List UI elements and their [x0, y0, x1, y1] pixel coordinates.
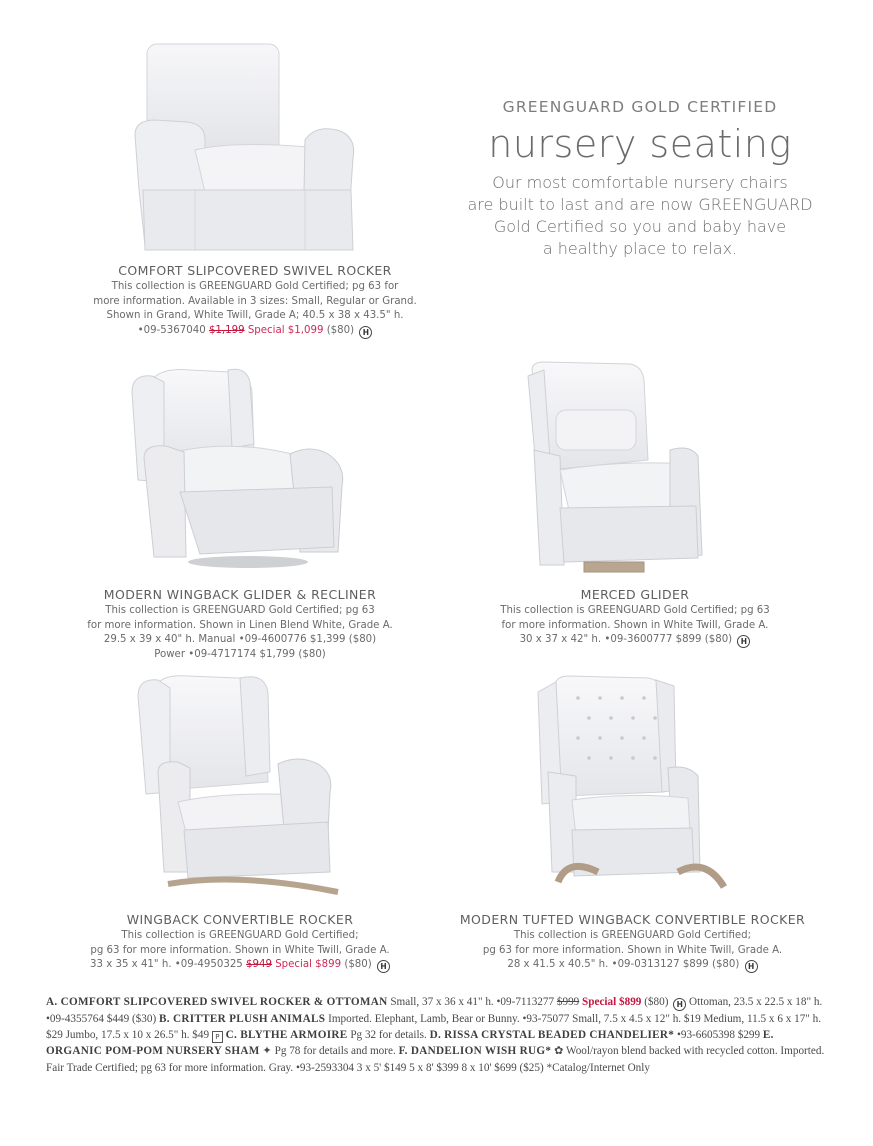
tuft-button [609, 756, 613, 760]
footer-a-title: A. COMFORT SLIPCOVERED SWIVEL ROCKER & OTTOMAN [46, 996, 388, 1008]
tuft-button [587, 716, 591, 720]
special-price: Special $1,099 [247, 324, 324, 336]
description-line: Power •09-4717174 $1,799 ($80) [154, 648, 326, 660]
tuft-button [576, 696, 580, 700]
footer-d-title: D. RISSA CRYSTAL BEADED CHANDELIER* [429, 1029, 675, 1042]
description-line: 29.5 x 39 x 40" h. Manual •09-4600776 $1,399 ($80) [103, 634, 377, 645]
footer-a-old-price: $999 [556, 996, 580, 1008]
footer-d-text: •93-6605398 $299 [676, 1029, 761, 1042]
tuft-button [653, 716, 657, 720]
footer-a-text: Small, 37 x 36 x 41" h. •09-7113277 [390, 996, 555, 1008]
product-description [60, 280, 450, 339]
eco-leaf-icon: ✦ [262, 1045, 272, 1058]
page-title: nursery seating [488, 122, 792, 166]
comfort-swivel-rocker-image[interactable] [125, 40, 365, 255]
special-price: Special $899 [275, 959, 342, 970]
tufted-rocker-image[interactable] [528, 672, 738, 902]
greenguard-icon: H [745, 960, 758, 973]
product-description [475, 604, 795, 648]
product-name: MODERN TUFTED WINGBACK CONVERTIBLE ROCKER [459, 912, 806, 927]
product-name: MODERN WINGBACK GLIDER & RECLINER [103, 587, 377, 602]
price-line [435, 958, 830, 973]
tuft-button [576, 736, 580, 740]
tuft-button [653, 756, 657, 760]
tufted-rocker-info [435, 912, 830, 973]
intro-line: are built to last and are now GREENGUARD [467, 195, 813, 214]
tuft-button [609, 716, 613, 720]
footer-f-text2: •93-2593304 3 x 5' $149 5 x 8' $399 8 x 10' $699 ($25) *Catalog/Internet Only [296, 1061, 650, 1074]
description-line: This collection is GREENGUARD Gold Certified; pg 63 [500, 605, 770, 616]
price-text: 28 x 41.5 x 40.5" h. •09-0313127 $899 ($80) [507, 959, 740, 970]
intro-line: a healthy place to relax. [542, 239, 738, 258]
description-line: This collection is GREENGUARD Gold Certified; pg 63 for [111, 281, 399, 292]
product-name: MERCED GLIDER [580, 587, 690, 602]
footer-c-title: C. BLYTHE ARMOIRE [225, 1029, 348, 1042]
tuft-button [620, 696, 624, 700]
wingback-rocker-info [50, 912, 430, 973]
footer-f-title: F. DANDELION WISH RUG* [398, 1045, 552, 1058]
footer-a-ship: ($80) [644, 996, 669, 1008]
intro-line: Gold Certified so you and baby have [493, 217, 787, 236]
footer-c-text: Pg 32 for details. [350, 1029, 427, 1042]
description-line: pg 63 for more information. Shown in White Twill, Grade A. [482, 944, 783, 956]
wingback-rocker-image[interactable] [128, 672, 358, 902]
eyebrow: GREENGUARD GOLD CERTIFIED [502, 98, 778, 116]
merced-glider-image[interactable] [520, 360, 720, 580]
product-name: COMFORT SLIPCOVERED SWIVEL ROCKER [118, 263, 392, 278]
wingback-glider-info [40, 587, 440, 662]
description-line: pg 63 for more information. Shown in White Twill, Grade A. [90, 944, 390, 956]
tuft-button [631, 716, 635, 720]
merced-glider-info [475, 587, 795, 648]
shipping-fee: ($80) [344, 959, 372, 970]
tuft-button [620, 736, 624, 740]
description-line: Shown in Grand, White Twill, Grade A; 40.5 x 38 x 43.5" h. [106, 310, 404, 321]
price-line [50, 958, 430, 973]
greenguard-icon: H [359, 326, 372, 339]
intro-line: Our most comfortable nursery chairs [492, 173, 788, 192]
tuft-button [598, 696, 602, 700]
description-line: for more information. Shown in Linen Blend White, Grade A. [87, 619, 393, 631]
catalog-footer [46, 994, 832, 1076]
price-text: 30 x 37 x 42" h. •09-3600777 $899 ($80) [519, 634, 733, 645]
price-line [60, 324, 450, 339]
p-badge-icon: P [212, 1031, 223, 1043]
footer-b-text: Imported. Elephant, Lamb, Bear or Bunny. •93-75077 Small, 7.5 x 4.5 x 12" h. $19 Medium, 11.5 x 6 x 17" h. $29 Jumbo, 17.5 x 10 x 26.5" h. $49 [46, 1013, 822, 1042]
tuft-button [598, 736, 602, 740]
footer-b-title: B. CRITTER PLUSH ANIMALS [158, 1013, 326, 1025]
greenguard-icon: H [377, 960, 390, 973]
shipping-fee: ($80) [326, 324, 355, 336]
description-line: This collection is GREENGUARD Gold Certified; [121, 930, 359, 941]
sku: •09-5367040 [137, 324, 206, 336]
description-line: This collection is GREENGUARD Gold Certified; pg 63 [105, 605, 375, 616]
fair-trade-icon: ✿ [554, 1045, 564, 1058]
tuft-button [642, 736, 646, 740]
greenguard-icon: H [673, 998, 686, 1011]
footer-a-special: Special $899 [582, 996, 642, 1008]
description-line: This collection is GREENGUARD Gold Certified; [513, 930, 752, 941]
old-price: $949 [246, 959, 272, 970]
description-line: for more information. Shown in White Twill, Grade A. [501, 619, 769, 631]
comfort-swivel-rocker-info [60, 263, 450, 339]
price-text: 33 x 35 x 41" h. •09-4950325 [90, 959, 243, 970]
tuft-button [631, 756, 635, 760]
product-name: WINGBACK CONVERTIBLE ROCKER [126, 912, 354, 927]
description-line: more information. Available in 3 sizes: Small, Regular or Grand. [93, 295, 417, 307]
footer-a-text2: Ottoman, 23.5 x 22.5 x 18" h. •09-4355764 $449 ($30) [46, 996, 823, 1025]
price-line [475, 633, 795, 648]
tuft-button [642, 696, 646, 700]
intro-text [448, 172, 832, 260]
greenguard-icon: H [737, 635, 750, 648]
footer-e-title: E. ORGANIC POM-POM NURSERY SHAM [46, 1029, 774, 1058]
footer-e-text: Pg 78 for details and more. [274, 1045, 396, 1058]
old-price: $1,199 [208, 324, 245, 336]
product-description [50, 929, 430, 973]
wingback-glider-image[interactable] [120, 362, 360, 577]
product-description [435, 929, 830, 973]
footer-f-text: Wool/rayon blend backed with recycled cotton. Imported. Fair Trade Certified; pg 63 for more information. Gray. [46, 1045, 825, 1074]
tuft-button [587, 756, 591, 760]
product-description [40, 604, 440, 662]
